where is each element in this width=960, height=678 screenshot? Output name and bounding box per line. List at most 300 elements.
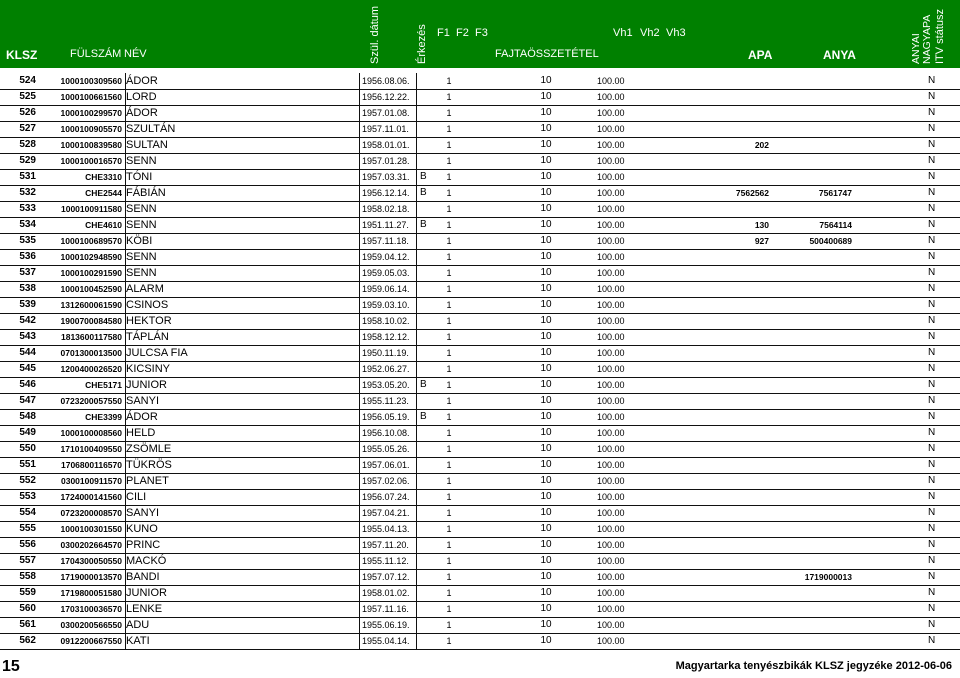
cell-vh1: 100.00 bbox=[597, 268, 625, 278]
cell-klsz: 533 bbox=[19, 203, 36, 214]
cell-itv: N bbox=[928, 587, 936, 598]
cell-nev: TÓNI bbox=[126, 171, 153, 183]
cell-itv: N bbox=[928, 91, 936, 102]
cell-itv: N bbox=[928, 251, 936, 262]
cell-klsz: 536 bbox=[19, 251, 36, 262]
cell-f1: 1 bbox=[446, 380, 452, 390]
cell-f2: 10 bbox=[540, 587, 552, 598]
cell-f2: 10 bbox=[540, 635, 552, 646]
table-row bbox=[0, 617, 960, 634]
cell-itv: N bbox=[928, 427, 936, 438]
cell-anya: 1719000013 bbox=[804, 572, 852, 582]
cell-fulszam: 1000102948590 bbox=[60, 252, 122, 262]
table-row bbox=[0, 153, 960, 170]
table-row bbox=[0, 345, 960, 362]
cell-nev: PRINC bbox=[126, 539, 161, 551]
cell-vh1: 100.00 bbox=[597, 428, 625, 438]
cell-klsz: 550 bbox=[19, 443, 36, 454]
cell-vh1: 100.00 bbox=[597, 364, 625, 374]
cell-klsz: 558 bbox=[19, 571, 36, 582]
cell-f2: 10 bbox=[540, 555, 552, 566]
cell-itv: N bbox=[928, 379, 936, 390]
cell-fulszam: 1000100452590 bbox=[60, 284, 122, 294]
cell-datum: 1956.05.19. bbox=[362, 412, 410, 422]
col-nev: NÉV bbox=[124, 48, 147, 60]
cell-datum: 1956.07.24. bbox=[362, 492, 410, 502]
cell-klsz: 553 bbox=[19, 491, 36, 502]
cell-f1: 1 bbox=[446, 172, 452, 182]
col-itv-statusz: ITV státusz bbox=[934, 8, 946, 64]
cell-klsz: 548 bbox=[19, 411, 36, 422]
cell-datum: 1957.01.28. bbox=[362, 156, 410, 166]
cell-klsz: 535 bbox=[19, 235, 36, 246]
cell-klsz: 554 bbox=[19, 507, 36, 518]
cell-f1: 1 bbox=[446, 540, 452, 550]
cell-f1: 1 bbox=[446, 508, 452, 518]
cell-nev: TÁPLÁN bbox=[126, 331, 169, 343]
cell-klsz: 525 bbox=[19, 91, 36, 102]
cell-itv: N bbox=[928, 315, 936, 326]
cell-itv: N bbox=[928, 123, 936, 134]
cell-f2: 10 bbox=[540, 283, 552, 294]
table-row bbox=[0, 553, 960, 570]
cell-f1: 1 bbox=[446, 556, 452, 566]
cell-itv: N bbox=[928, 219, 936, 230]
cell-f1: 1 bbox=[446, 108, 452, 118]
cell-itv: N bbox=[928, 331, 936, 342]
cell-datum: 1958.01.01. bbox=[362, 140, 410, 150]
cell-f2: 10 bbox=[540, 267, 552, 278]
cell-datum: 1959.06.14. bbox=[362, 284, 410, 294]
cell-vh1: 100.00 bbox=[597, 396, 625, 406]
cell-klsz: 551 bbox=[19, 459, 36, 470]
cell-klsz: 559 bbox=[19, 587, 36, 598]
cell-f2: 10 bbox=[540, 235, 552, 246]
cell-datum: 1953.05.20. bbox=[362, 380, 410, 390]
cell-nev: LORD bbox=[126, 91, 157, 103]
cell-vh1: 100.00 bbox=[597, 140, 625, 150]
cell-f1: 1 bbox=[446, 124, 452, 134]
cell-nev: KICSINY bbox=[126, 363, 171, 375]
table-row bbox=[0, 473, 960, 490]
cell-vh1: 100.00 bbox=[597, 556, 625, 566]
table-row bbox=[0, 569, 960, 586]
cell-f1: 1 bbox=[446, 476, 452, 486]
table-row bbox=[0, 201, 960, 218]
cell-vh1: 100.00 bbox=[597, 620, 625, 630]
cell-nev: HELD bbox=[126, 427, 156, 439]
cell-datum: 1957.03.31. bbox=[362, 172, 410, 182]
cell-klsz: 528 bbox=[19, 139, 36, 150]
cell-nev: TÜKRÖS bbox=[126, 459, 172, 471]
table-row bbox=[0, 185, 960, 202]
cell-f2: 10 bbox=[540, 91, 552, 102]
cell-apa: 7562562 bbox=[735, 188, 769, 198]
cell-fulszam: CHE2544 bbox=[85, 188, 122, 198]
cell-fulszam: 1000100689570 bbox=[60, 236, 122, 246]
cell-f1: 1 bbox=[446, 572, 452, 582]
cell-f1: 1 bbox=[446, 620, 452, 630]
cell-f1: 1 bbox=[446, 492, 452, 502]
cell-f2: 10 bbox=[540, 139, 552, 150]
cell-itv: N bbox=[928, 459, 936, 470]
cell-vh1: 100.00 bbox=[597, 476, 625, 486]
cell-nev: ALARM bbox=[126, 283, 164, 295]
cell-klsz: 527 bbox=[19, 123, 36, 134]
cell-f1: 1 bbox=[446, 204, 452, 214]
cell-fulszam: 0300200566550 bbox=[60, 620, 122, 630]
cell-fulszam: 0723200057550 bbox=[60, 396, 122, 406]
cell-fulszam: 0701300013500 bbox=[60, 348, 122, 358]
cell-itv: N bbox=[928, 107, 936, 118]
cell-klsz: 537 bbox=[19, 267, 36, 278]
cell-vh1: 100.00 bbox=[597, 460, 625, 470]
cell-fulszam: 1000100008560 bbox=[60, 428, 122, 438]
cell-fulszam: 0300202664570 bbox=[60, 540, 122, 550]
cell-erkezes: B bbox=[420, 379, 427, 390]
cell-nev: JUNIOR bbox=[126, 587, 167, 599]
cell-itv: N bbox=[928, 283, 936, 294]
table-row bbox=[0, 137, 960, 154]
cell-fulszam: 1000100291590 bbox=[60, 268, 122, 278]
cell-nev: SANYI bbox=[126, 507, 160, 519]
cell-f2: 10 bbox=[540, 363, 552, 374]
cell-f2: 10 bbox=[540, 395, 552, 406]
cell-nev: LENKE bbox=[126, 603, 163, 615]
col-vh2: Vh2 bbox=[640, 27, 660, 39]
cell-fulszam: 0300100911570 bbox=[61, 476, 122, 486]
cell-nev: SULTAN bbox=[126, 139, 168, 151]
cell-datum: 1959.04.12. bbox=[362, 252, 410, 262]
cell-datum: 1958.10.02. bbox=[362, 316, 410, 326]
cell-klsz: 549 bbox=[19, 427, 36, 438]
cell-datum: 1955.05.26. bbox=[362, 444, 410, 454]
col-anya: ANYA bbox=[823, 48, 856, 62]
cell-f2: 10 bbox=[540, 411, 552, 422]
cell-fulszam: CHE5171 bbox=[85, 380, 122, 390]
cell-f1: 1 bbox=[446, 604, 452, 614]
cell-nev: SANYI bbox=[126, 395, 160, 407]
cell-datum: 1957.02.06. bbox=[362, 476, 410, 486]
cell-itv: N bbox=[928, 155, 936, 166]
cell-erkezes: B bbox=[420, 411, 427, 422]
cell-f2: 10 bbox=[540, 379, 552, 390]
col-anyai-nagyapa: ANYAI NAGYAPA bbox=[910, 14, 933, 64]
cell-fulszam: 1000100661560 bbox=[60, 92, 122, 102]
table-row bbox=[0, 297, 960, 314]
cell-nev: KUNO bbox=[126, 523, 158, 535]
col-klsz: KLSZ bbox=[6, 48, 38, 62]
cell-f2: 10 bbox=[540, 75, 552, 86]
cell-fulszam: 0723200008570 bbox=[60, 508, 122, 518]
cell-fulszam: 1724000141560 bbox=[60, 492, 122, 502]
cell-f2: 10 bbox=[540, 603, 552, 614]
cell-itv: N bbox=[928, 75, 936, 86]
cell-vh1: 100.00 bbox=[597, 492, 625, 502]
col-vh1: Vh1 bbox=[613, 27, 633, 39]
cell-fulszam: 1000100299570 bbox=[60, 108, 122, 118]
cell-apa: 130 bbox=[754, 220, 769, 230]
col-apa: APA bbox=[748, 48, 773, 62]
table-row bbox=[0, 233, 960, 250]
cell-f1: 1 bbox=[446, 268, 452, 278]
cell-f2: 10 bbox=[540, 571, 552, 582]
cell-nev: SENN bbox=[126, 203, 157, 215]
cell-f1: 1 bbox=[446, 284, 452, 294]
cell-datum: 1955.04.13. bbox=[362, 524, 410, 534]
cell-f1: 1 bbox=[446, 412, 452, 422]
cell-datum: 1956.12.14. bbox=[362, 188, 410, 198]
cell-f1: 1 bbox=[446, 236, 452, 246]
cell-klsz: 562 bbox=[19, 635, 36, 646]
cell-itv: N bbox=[928, 491, 936, 502]
cell-f2: 10 bbox=[540, 427, 552, 438]
cell-klsz: 555 bbox=[19, 523, 36, 534]
cell-f1: 1 bbox=[446, 428, 452, 438]
cell-vh1: 100.00 bbox=[597, 316, 625, 326]
cell-f1: 1 bbox=[446, 364, 452, 374]
cell-fulszam: 1719000013570 bbox=[60, 572, 122, 582]
cell-fulszam: 1813600117580 bbox=[61, 332, 122, 342]
cell-erkezes: B bbox=[420, 171, 427, 182]
cell-datum: 1957.06.01. bbox=[362, 460, 410, 470]
cell-f2: 10 bbox=[540, 155, 552, 166]
table-row bbox=[0, 633, 960, 650]
col-vh3: Vh3 bbox=[666, 27, 686, 39]
col-f1: F1 bbox=[437, 27, 450, 39]
cell-vh1: 100.00 bbox=[597, 236, 625, 246]
cell-fulszam: 1000100309560 bbox=[60, 76, 122, 86]
cell-vh1: 100.00 bbox=[597, 572, 625, 582]
cell-datum: 1957.11.01. bbox=[362, 124, 409, 134]
cell-anya: 7564114 bbox=[819, 220, 852, 230]
cell-klsz: 544 bbox=[19, 347, 36, 358]
table-row bbox=[0, 105, 960, 122]
cell-itv: N bbox=[928, 171, 936, 182]
cell-fulszam: 1900700084580 bbox=[60, 316, 122, 326]
cell-vh1: 100.00 bbox=[597, 108, 625, 118]
cell-vh1: 100.00 bbox=[597, 524, 625, 534]
col-erkezes: Érkezés bbox=[416, 24, 428, 64]
cell-f2: 10 bbox=[540, 459, 552, 470]
cell-f2: 10 bbox=[540, 475, 552, 486]
table-row bbox=[0, 249, 960, 266]
cell-datum: 1959.05.03. bbox=[362, 268, 410, 278]
cell-f2: 10 bbox=[540, 507, 552, 518]
cell-nev: BANDI bbox=[126, 571, 160, 583]
cell-klsz: 547 bbox=[19, 395, 36, 406]
cell-f1: 1 bbox=[446, 316, 452, 326]
cell-fulszam: 1719800051580 bbox=[60, 588, 122, 598]
cell-vh1: 100.00 bbox=[597, 540, 625, 550]
cell-erkezes: B bbox=[420, 219, 427, 230]
cell-itv: N bbox=[928, 411, 936, 422]
cell-klsz: 561 bbox=[19, 619, 36, 630]
cell-apa: 927 bbox=[754, 236, 769, 246]
cell-fulszam: 1703100036570 bbox=[60, 604, 122, 614]
table-header bbox=[0, 0, 960, 68]
cell-f2: 10 bbox=[540, 219, 552, 230]
table-row bbox=[0, 521, 960, 538]
cell-itv: N bbox=[928, 571, 936, 582]
table-row bbox=[0, 313, 960, 330]
cell-f1: 1 bbox=[446, 188, 452, 198]
cell-nev: FÁBIÁN bbox=[126, 187, 166, 199]
cell-itv: N bbox=[928, 395, 936, 406]
cell-klsz: 531 bbox=[19, 171, 36, 182]
cell-klsz: 545 bbox=[19, 363, 36, 374]
cell-datum: 1956.10.08. bbox=[362, 428, 410, 438]
cell-vh1: 100.00 bbox=[597, 252, 625, 262]
cell-fulszam: CHE3310 bbox=[85, 172, 122, 182]
cell-f2: 10 bbox=[540, 523, 552, 534]
cell-vh1: 100.00 bbox=[597, 332, 625, 342]
cell-nev: KATI bbox=[126, 635, 150, 647]
table-row bbox=[0, 329, 960, 346]
cell-vh1: 100.00 bbox=[597, 76, 625, 86]
cell-nev: JUNIOR bbox=[126, 379, 167, 391]
cell-klsz: 534 bbox=[19, 219, 36, 230]
cell-itv: N bbox=[928, 523, 936, 534]
cell-fulszam: 1704300050550 bbox=[60, 556, 122, 566]
cell-fulszam: 1000100016570 bbox=[60, 156, 122, 166]
cell-itv: N bbox=[928, 363, 936, 374]
cell-f2: 10 bbox=[540, 299, 552, 310]
cell-nev: MACKÓ bbox=[126, 555, 167, 567]
table-row bbox=[0, 393, 960, 410]
cell-f2: 10 bbox=[540, 443, 552, 454]
table-row bbox=[0, 217, 960, 234]
cell-datum: 1957.11.16. bbox=[362, 604, 409, 614]
table-row bbox=[0, 361, 960, 378]
cell-nev: SZULTÁN bbox=[126, 123, 176, 135]
cell-nev: ÁDOR bbox=[126, 75, 158, 87]
cell-itv: N bbox=[928, 603, 936, 614]
cell-vh1: 100.00 bbox=[597, 188, 625, 198]
cell-f2: 10 bbox=[540, 619, 552, 630]
table-row bbox=[0, 73, 960, 90]
cell-fulszam: 1000100839580 bbox=[60, 140, 122, 150]
table-row bbox=[0, 457, 960, 474]
cell-f1: 1 bbox=[446, 156, 452, 166]
cell-nev: ÁDOR bbox=[126, 411, 158, 423]
cell-vh1: 100.00 bbox=[597, 284, 625, 294]
cell-f1: 1 bbox=[446, 300, 452, 310]
cell-itv: N bbox=[928, 267, 936, 278]
table-row bbox=[0, 121, 960, 138]
table-row bbox=[0, 281, 960, 298]
cell-nev: SENN bbox=[126, 219, 157, 231]
cell-itv: N bbox=[928, 539, 936, 550]
cell-f1: 1 bbox=[446, 444, 452, 454]
cell-nev: ADU bbox=[126, 619, 150, 631]
cell-klsz: 556 bbox=[19, 539, 36, 550]
cell-klsz: 532 bbox=[19, 187, 36, 198]
cell-f2: 10 bbox=[540, 123, 552, 134]
cell-fulszam: 1000100905570 bbox=[60, 124, 122, 134]
cell-datum: 1958.01.02. bbox=[362, 588, 410, 598]
cell-vh1: 100.00 bbox=[597, 636, 625, 646]
divider-datum bbox=[359, 73, 360, 649]
cell-f1: 1 bbox=[446, 460, 452, 470]
cell-klsz: 538 bbox=[19, 283, 36, 294]
cell-klsz: 557 bbox=[19, 555, 36, 566]
cell-vh1: 100.00 bbox=[597, 412, 625, 422]
cell-itv: N bbox=[928, 347, 936, 358]
table-row bbox=[0, 441, 960, 458]
cell-klsz: 552 bbox=[19, 475, 36, 486]
cell-f2: 10 bbox=[540, 491, 552, 502]
cell-nev: HEKTOR bbox=[126, 315, 172, 327]
cell-vh1: 100.00 bbox=[597, 156, 625, 166]
cell-f1: 1 bbox=[446, 588, 452, 598]
cell-vh1: 100.00 bbox=[597, 220, 625, 230]
cell-fulszam: 1706800116570 bbox=[61, 460, 122, 470]
cell-fulszam: 0912200667550 bbox=[60, 636, 122, 646]
cell-itv: N bbox=[928, 187, 936, 198]
cell-fulszam: 1000100911580 bbox=[61, 204, 122, 214]
cell-nev: SENN bbox=[126, 267, 157, 279]
cell-klsz: 529 bbox=[19, 155, 36, 166]
cell-datum: 1950.11.19. bbox=[362, 348, 409, 358]
cell-datum: 1958.02.18. bbox=[362, 204, 410, 214]
cell-datum: 1957.01.08. bbox=[362, 108, 410, 118]
col-f2: F2 bbox=[456, 27, 469, 39]
cell-f1: 1 bbox=[446, 332, 452, 342]
cell-nev: JULCSA FIA bbox=[126, 347, 188, 359]
cell-vh1: 100.00 bbox=[597, 300, 625, 310]
cell-datum: 1951.11.27. bbox=[362, 220, 409, 230]
cell-nev: ÁDOR bbox=[126, 107, 158, 119]
cell-datum: 1956.12.22. bbox=[362, 92, 410, 102]
cell-f1: 1 bbox=[446, 76, 452, 86]
cell-f2: 10 bbox=[540, 171, 552, 182]
cell-itv: N bbox=[928, 619, 936, 630]
cell-vh1: 100.00 bbox=[597, 204, 625, 214]
cell-vh1: 100.00 bbox=[597, 588, 625, 598]
cell-f2: 10 bbox=[540, 331, 552, 342]
cell-nev: SENN bbox=[126, 251, 157, 263]
cell-datum: 1957.04.21. bbox=[362, 508, 410, 518]
cell-vh1: 100.00 bbox=[597, 444, 625, 454]
cell-datum: 1957.11.20. bbox=[362, 540, 409, 550]
cell-anya: 7561747 bbox=[818, 188, 852, 198]
cell-itv: N bbox=[928, 299, 936, 310]
cell-nev: PLANET bbox=[126, 475, 169, 487]
cell-anya: 500400689 bbox=[809, 236, 852, 246]
cell-f2: 10 bbox=[540, 187, 552, 198]
table-row bbox=[0, 425, 960, 442]
cell-datum: 1955.11.23. bbox=[362, 396, 409, 406]
cell-nev: CSINOS bbox=[126, 299, 169, 311]
cell-nev: SENN bbox=[126, 155, 157, 167]
table-row bbox=[0, 169, 960, 186]
cell-klsz: 546 bbox=[19, 379, 36, 390]
cell-datum: 1959.03.10. bbox=[362, 300, 410, 310]
divider-erkezes bbox=[416, 73, 417, 649]
table-row bbox=[0, 409, 960, 426]
table-row bbox=[0, 489, 960, 506]
cell-datum: 1957.11.18. bbox=[362, 236, 409, 246]
cell-datum: 1955.11.12. bbox=[362, 556, 409, 566]
cell-klsz: 560 bbox=[19, 603, 36, 614]
cell-itv: N bbox=[928, 555, 936, 566]
cell-f1: 1 bbox=[446, 92, 452, 102]
col-f3: F3 bbox=[475, 27, 488, 39]
cell-klsz: 542 bbox=[19, 315, 36, 326]
cell-klsz: 526 bbox=[19, 107, 36, 118]
table-row bbox=[0, 505, 960, 522]
